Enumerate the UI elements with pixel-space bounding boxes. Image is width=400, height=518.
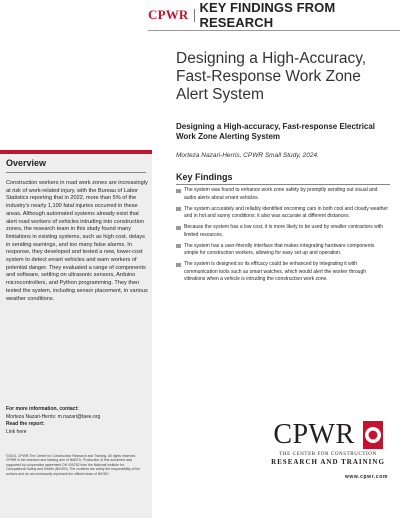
square-bullet-icon [176, 189, 181, 193]
finding-text: The system has a user-friendly interface that makes integrating hardware components simple for construction workers, allowing for easy set up and operation. [184, 242, 375, 256]
key-findings-divider [176, 184, 390, 185]
report-label: Read the report: [6, 421, 45, 428]
square-bullet-icon [176, 207, 181, 211]
finding-item [176, 224, 388, 239]
square-bullet-icon [176, 263, 181, 267]
finding-text: Because the system has a low cost, it is more likely to be used by smaller contractors with limited resources. [184, 224, 383, 238]
website-url[interactable]: www.cpwr.com [344, 474, 388, 480]
header-separator [194, 9, 195, 22]
square-bullet-icon [176, 226, 181, 230]
study-citation: Morteza Nazari-Herris, CPWR Small Study, 2024. [176, 152, 319, 159]
logo-line-2: RESEARCH AND TRAINING [271, 458, 385, 466]
finding-text: The system is designed so its efficacy could be enhanced by integrating it with communication tools such as smart watches, which would alert the worker through vibrations when a vehicle is intruding the construction work zone. [184, 261, 367, 282]
overview-divider [6, 172, 146, 173]
overview-body: Construction workers in road work zones are increasingly at risk of work-related injury, with the Bureau of Labor Statistics reporting that in 2022, more than 5% of the industry's nearly 1,100 fatal injuries occurred in these areas. Although automated systems already exist that alert road workers of vehicles intruding into construction zones, the research team in this study found many limitations in existing systems, such as high cost, delays in sending warnings, and too many false alarms. In response, they developed and tested a new, lower-cost system to detect errant vehicles and warn workers of potential danger. They evaluated a range of components and software, settling on ultrasonic sensors, Arduino microcontrollers, and Python programming. They then tested the system, including sensor placement, in various weather conditions. [6, 180, 148, 302]
more-info-label: For more information, contact: [6, 406, 79, 412]
logo-line-1: THE CENTER FOR CONSTRUCTION [279, 452, 377, 457]
finding-text: The system was found to enhance work zone safety by promptly sending out visual and audio alerts about errant vehicles. [184, 187, 378, 201]
copyright-disclaimer: ©2024, CPWR-The Center for Construction Research and Training. All rights reserved. CPWR is the research and training arm of NABTU. Production of this document was supported by cooperative agreement OH 009762 from the National Institute for Occupational Safety and Health (NIOSH). The contents are solely the responsibility of the authors and do not necessarily represent the official views of NIOSH. [6, 454, 141, 476]
finding-item [176, 243, 388, 258]
cpwr-logo [268, 420, 388, 480]
key-findings-list [176, 187, 388, 287]
header-brand: CPWR [148, 7, 189, 22]
square-bullet-icon [176, 244, 181, 248]
logo-wordmark: CPWR [273, 419, 355, 450]
key-findings-heading: Key Findings [176, 172, 233, 182]
page-title: Designing a High-Accuracy, Fast-Response Work Zone Alert System [176, 50, 367, 103]
contact-info [6, 406, 146, 436]
sidebar-accent-bar [0, 150, 152, 154]
finding-text: The system accurately and reliably identified oncoming cars in both cool and cloudy weather and in hot and sunny conditions; it also was accurate at different distances. [184, 205, 388, 219]
logo-row [268, 420, 388, 450]
study-title: Designing a High-accuracy, Fast-response Electrical Work Zone Alerting System [176, 122, 376, 141]
cpwr-mark-icon [359, 421, 383, 449]
overview-heading: Overview [6, 158, 47, 168]
header-rule [148, 30, 400, 31]
report-link[interactable]: Link here [6, 428, 27, 435]
finding-item [176, 261, 388, 284]
header-title: KEY FINDINGS FROM RESEARCH [199, 0, 336, 30]
finding-item [176, 206, 388, 221]
contact-line[interactable]: Morteza Nazari-Herris: m.nazari@taee.org [6, 413, 101, 420]
overview-sidebar [0, 150, 152, 518]
page-header [0, 0, 400, 30]
finding-item [176, 187, 388, 202]
